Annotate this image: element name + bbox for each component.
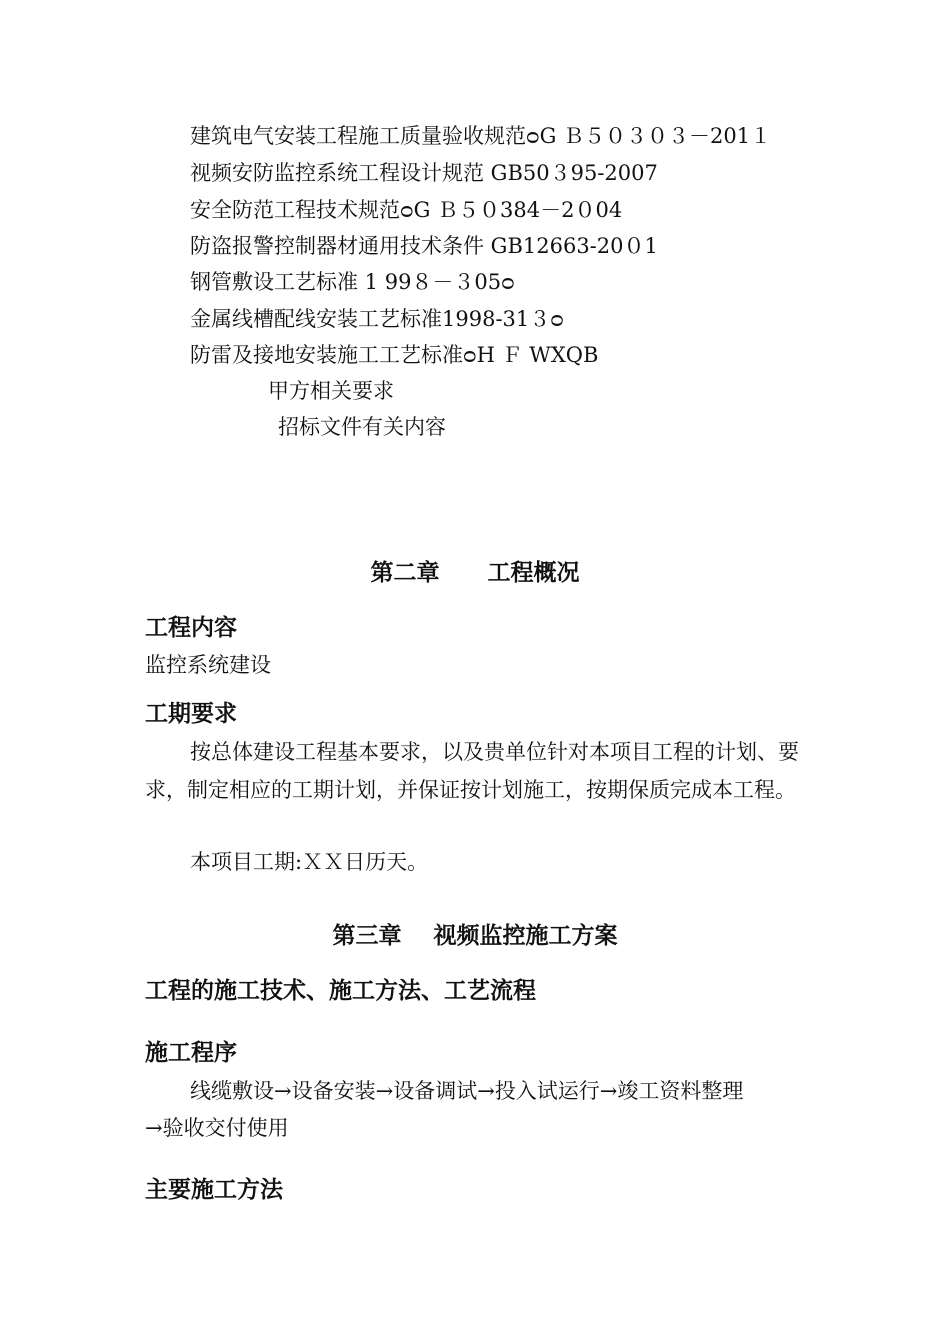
standard-item: 建筑电气安装工程施工质量验收规范ᴑG Ｂ５０３０３－201１ xyxy=(190,124,772,148)
procedure-line1: 线缆敷设→设备安装→设备调试→投入试运行→竣工资料整理 xyxy=(190,1079,744,1103)
section-heading: 工程的施工技术、施工方法、工艺流程 xyxy=(145,978,536,1004)
standard-item: 防雷及接地安装施工工艺标准ᴑH Ｆ WXQB xyxy=(190,343,599,367)
standard-item: 安全防范工程技术规范ᴑG Ｂ５０384－2０04 xyxy=(190,198,623,222)
chapter2-title: 第二章 工程概况 xyxy=(370,560,580,586)
period-heading: 工期要求 xyxy=(145,701,237,727)
chapter3-title: 第三章 视频监控施工方案 xyxy=(332,923,618,949)
basis-item-party-a: 甲方相关要求 xyxy=(268,379,394,403)
methods-heading: 主要施工方法 xyxy=(145,1177,283,1203)
standard-item: 钢管敷设工艺标准 1 99８－３05ᴑ xyxy=(190,270,515,294)
procedure-heading: 施工程序 xyxy=(145,1040,237,1066)
procedure-line2: →验收交付使用 xyxy=(145,1116,289,1140)
standard-item: 防盗报警控制器材通用技术条件 GB12663-20０1 xyxy=(190,234,658,258)
content-text: 监控系统建设 xyxy=(145,653,271,677)
period-paragraph: 按总体建设工程基本要求，以及贵单位针对本项目工程的计划、要求，制定相应的工期计划，并保证按计划施工，按期保质完成本工程。 xyxy=(145,740,799,802)
basis-item-tender: 招标文件有关内容 xyxy=(278,415,446,439)
period-days: 本项目工期:ＸＸ日历天。 xyxy=(190,850,429,874)
standard-item: 视频安防监控系统工程设计规范 GB50３95-2007 xyxy=(190,161,658,185)
content-heading: 工程内容 xyxy=(145,615,237,641)
standard-item: 金属线槽配线安装工艺标准1998-31３ᴑ xyxy=(190,307,564,331)
